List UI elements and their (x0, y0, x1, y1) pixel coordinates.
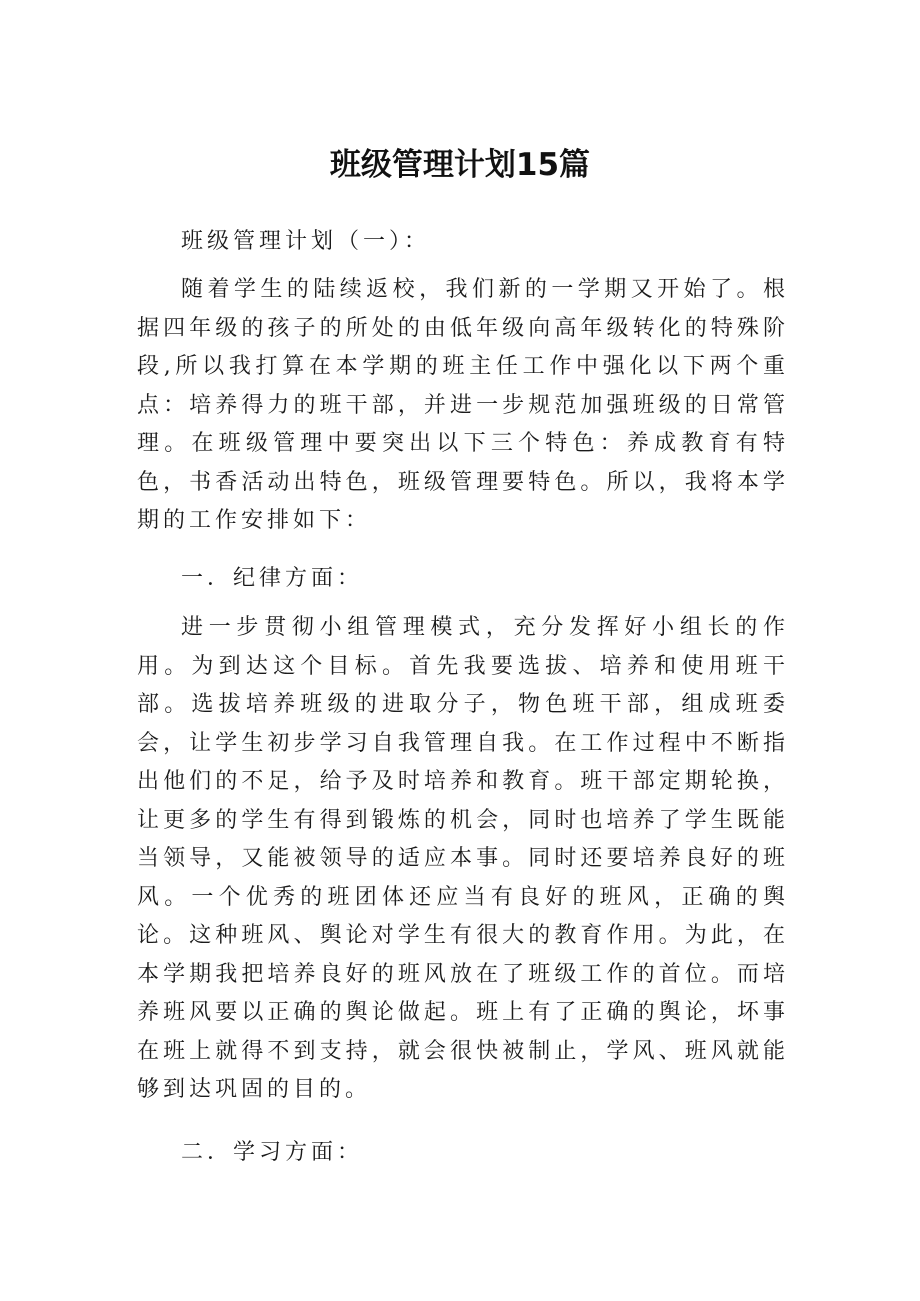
item1-paragraph: 进一步贯彻小组管理模式，充分发挥好小组长的作用。为到达这个目标。首先我要选拔、培养和使用班干部。选拔培养班级的进取分子，物色班干部，组成班委会，让学生初步学习自我管理自我。在工作过程中不断指出他们的不足，给予及时培养和教育。班干部定期轮换，让更多的学生有得到锻炼的机会，同时也培养了学生既能当领导，又能被领导的适应本事。同时还要培养良好的班风。一个优秀的班团体还应当有良好的班风，正确的舆论。这种班风、舆论对学生有很大的教育作用。为此，在本学期我把培养良好的班风放在了班级工作的首位。而培养班风要以正确的舆论做起。班上有了正确的舆论，坏事在班上就得不到支持，就会很快被制止，学风、班风就能够到达巩固的目的。 (137, 615, 789, 1102)
document-title: 班级管理计划15篇 (329, 147, 591, 183)
section-heading: 班级管理计划（一）： (181, 229, 431, 254)
item2-heading: 二．学习方面： (181, 1140, 364, 1165)
item1-heading: 一．纪律方面： (181, 566, 364, 591)
intro-paragraph: 随着学生的陆续返校，我们新的一学期又开始了。根据四年级的孩子的所处的由低年级向高年级转化的特殊阶段,所以我打算在本学期的班主任工作中强化以下两个重点：培养得力的班干部，并进一步规范加强班级的日常管理。在班级管理中要突出以下三个特色：养成教育有特色，书香活动出特色，班级管理要特色。所以，我将本学期的工作安排如下： (137, 277, 789, 533)
